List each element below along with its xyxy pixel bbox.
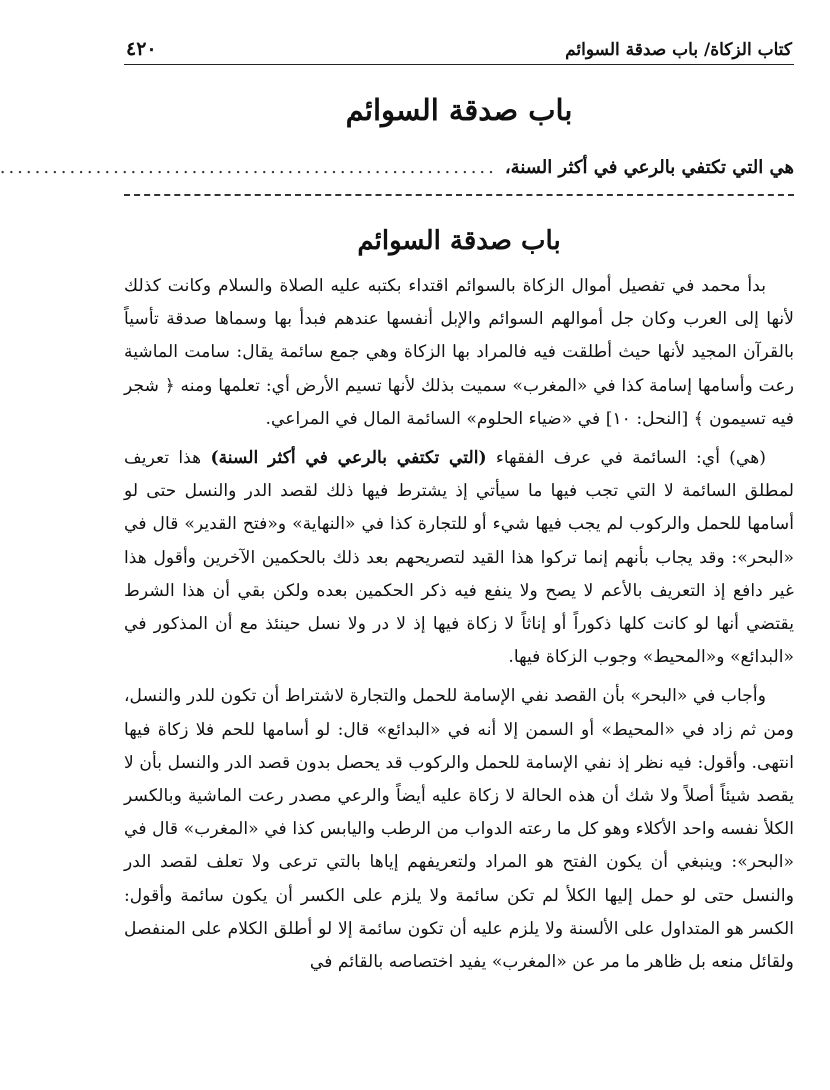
book-page [0,30,794,1090]
paragraph-2-rest: هذا تعريف لمطلق السائمة لا التي تجب فيها ما سيأتي إذ يشترط فيها ذلك لقصد الدر والنسل حتى لو أسامها للحمل والركوب لم يجب فيها شيء أو للتجارة كذا في «النهاية» و«فتح القدير» قال في «البحر»: وقد يجاب بأنهم إنما تركوا هذا القيد لتصريحهم بعد ذلك بالحكمين الآخرين وأقول هذا غير دافع إذ التعريف بالأعم لا يصح ولا ينفع فيه ذكر الحكمين بعده ولكن بقي أن هذا الشرط يقتضي أنها لو كانت كلها ذكوراً أو إناثاً لا زكاة فيها إذ لا در ولا نسل حينئذ مع أن المذكور في «البدائع» و«المحيط» وجوب الزكاة فيها. [124,448,794,668]
commentary-body [124,270,794,979]
matn-dot-leader: ......................................................... [0,157,497,178]
running-header [124,30,794,65]
dashed-separator [124,194,794,196]
section-heading: باب صدقة السوائم [357,226,561,256]
paragraph-2-lead: (هي) أي: السائمة في عرف الفقهاء [495,448,766,469]
running-title: كتاب الزكاة/ باب صدقة السوائم [565,40,792,60]
paragraph-2-quote: (التي تكتفي بالرعي في أكثر السنة) [210,448,487,469]
page-number: ٤٢٠ [126,38,157,60]
paragraph-1: بدأ محمد في تفصيل أموال الزكاة بالسوائم اقتداء بكتبه عليه الصلاة والسلام وكانت كذلك لأنها إلى العرب وكان جل أموالهم السوائم والإبل أنفسها عندهم فبدأ بها وسماها صدقة تأسياً بالقرآن المجيد لأنها حيث أطلقت فيه فالمراد بها الزكاة وهي جمع سائمة يقال: سامت الماشية رعت وأسامها إسامة كذا في «المغرب» سميت بذلك لأنها تسيم الأرض أي: تعلمها ومنه ﴿ شجر فيه تسيمون ﴾ [النحل: ١٠] في «ضياء الحلوم» السائمة المال في المراعي. [124,276,794,429]
paragraph-3: وأجاب في «البحر» بأن القصد نفي الإسامة للحمل والتجارة لاشتراط أن تكون للدر والنسل، ومن ثم زاد في «المحيط» أو السمن إلا أنه في «البدائع» قال: لو أسامها للحم فلا زكاة فيها انتهى. وأقول: فيه نظر إذ نفي الإسامة للحمل والركوب قد يحصل بدون قصد الدر والنسل بأن لا يقصد شيئاً أصلاً ولا شك أن هذه الحالة لا زكاة عليه أيضاً والرعي مصدر رعت الماشية وبالكسر الكلأ نفسه واحد الأكلاء وهو كل ما رعته الدواب من الرطب واليابس كذا في «المغرب» قال في «البحر»: وينبغي أن يكون الفتح هو المراد ولتعريفهم إياها بالتي ترعى ولا تعلف لقصد الدر والنسل حتى لو حمل إليها الكلأ لم تكن سائمة ولا يلزم على الكسر أن يكون سائمة وأقول: الكسر هو المتداول على الألسنة ولا يلزم عليه أن تكون سائمة إلا لو أطلق الكلام على المنفصل ولقائل منعه بل ظاهر ما مر عن «المغرب» يفيد اختصاصه بالقائم في [124,686,794,973]
matn-text: هي التي تكتفي بالرعي في أكثر السنة، [504,157,794,178]
paragraph-2 [124,442,794,674]
matn-line [0,157,794,178]
chapter-heading: باب صدقة السوائم [345,93,573,127]
